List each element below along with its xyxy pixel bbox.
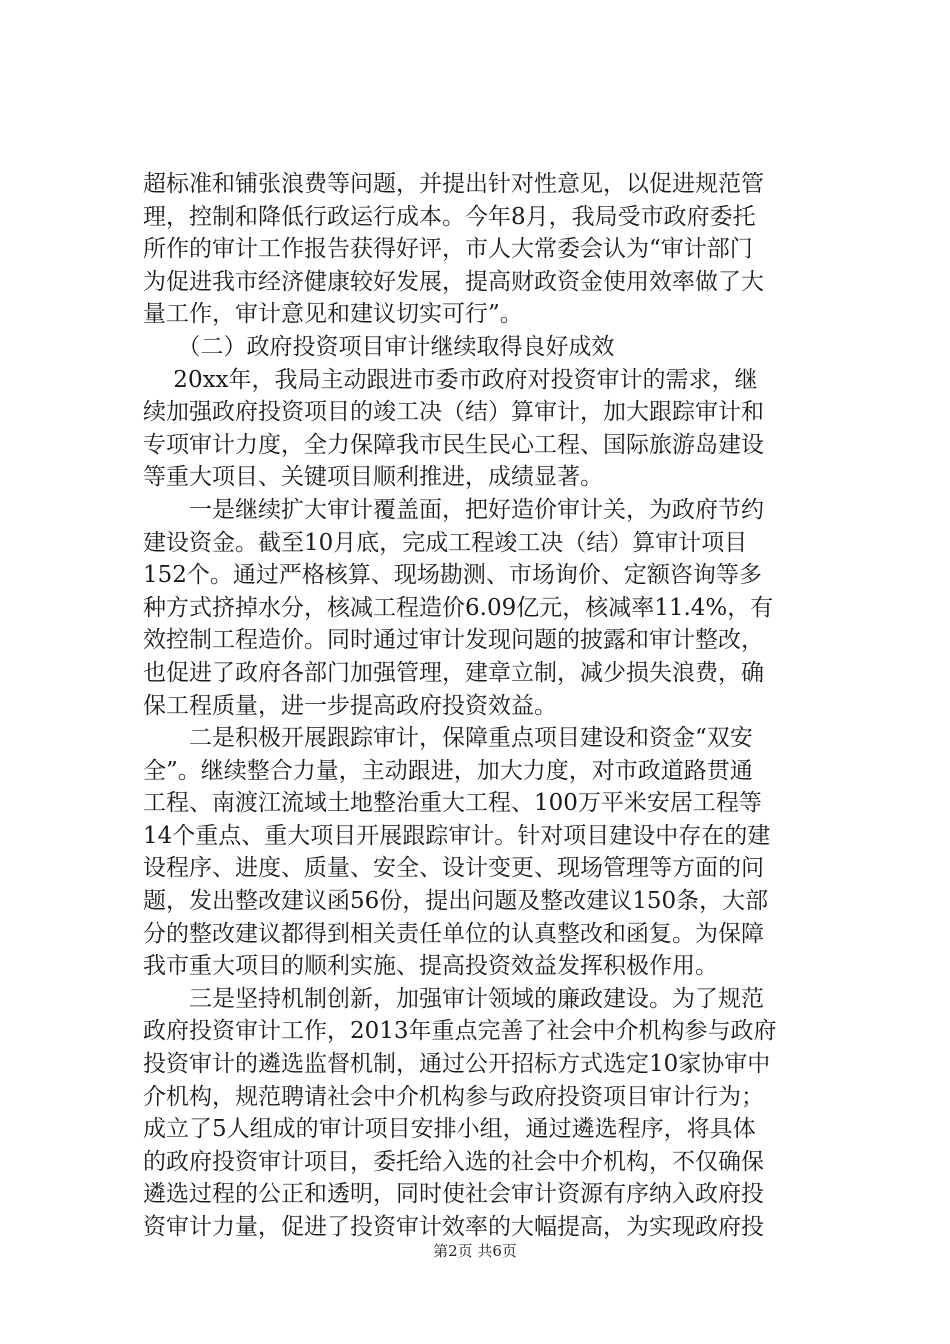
text-line: 所作的审计工作报告获得好评，市人大常委会认为“审计部门 [143,236,753,263]
text-line: 分的整改建议都得到相关责任单位的认真整改和函复。为保障 [143,920,764,947]
text-line: 三是坚持机制创新，加强审计领域的廉政建设。为了规范 [143,985,764,1012]
page-footer: 第2页 共6页 [433,1242,517,1260]
text-line: 二是积极开展跟踪审计，保障重点项目建设和资金“双安 [143,725,753,752]
body-text [143,168,833,1244]
text-line: 资审计力量，促进了投资审计效率的大幅提高，为实现政府投 [143,1214,764,1240]
text-line: 等重大项目、关键项目顺利推进，成绩显著。 [143,464,603,491]
text-line: 也促进了政府各部门加强管理，建章立制，减少损失浪费，确 [143,659,764,686]
text-line: 设程序、进度、质量、安全、设计变更、现场管理等方面的问 [143,855,764,882]
text-line: 量工作，审计意见和建议切实可行”。 [143,301,523,328]
text-line: 效控制工程造价。同时通过审计发现问题的披露和审计整改， [143,627,764,654]
text-line: 续加强政府投资项目的竣工决（结）算审计，加大跟踪审计和 [143,399,764,426]
text-line: 专项审计力度，全力保障我市民生民心工程、国际旅游岛建设 [143,431,764,458]
text-line: 题，发出整改建议函56份，提出问题及整改建议150条，大部 [143,888,769,915]
text-line: 成立了5人组成的审计项目安排小组，通过遴选程序，将具体 [143,1116,756,1143]
text-line: 政府投资审计工作，2013年重点完善了社会中介机构参与政府 [143,1018,777,1045]
text-line: 种方式挤掉水分，核减工程造价6.09亿元，核减率11.4%，有 [143,594,774,621]
text-line: 的政府投资审计项目，委托给入选的社会中介机构，不仅确保 [143,1148,764,1175]
text-line: 全”。继续整合力量，主动跟进，加大力度，对市政道路贯通 [143,757,753,784]
text-line: 一是继续扩大审计覆盖面，把好造价审计关，为政府节约 [143,496,764,523]
text-line: 理，控制和降低行政运行成本。今年8月，我局受市政府委托 [143,203,756,230]
text-line: 保工程质量，进一步提高政府投资效益。 [143,692,557,719]
text-line: 14个重点、重大项目开展跟踪审计。针对项目建设中存在的建 [143,822,771,849]
text-line: 遴选过程的公正和透明，同时使社会审计资源有序纳入政府投 [143,1181,764,1208]
text-line: 我市重大项目的顺利实施、提高投资效益发挥积极作用。 [143,953,718,980]
text-line: 为促进我市经济健康较好发展，提高财政资金使用效率做了大 [143,268,764,295]
text-line: 超标准和铺张浪费等问题，并提出针对性意见，以促进规范管 [143,171,764,197]
text-line: 152个。通过严格核算、现场勘测、市场询价、定额咨询等多 [143,562,762,589]
text-line: 介机构，规范聘请社会中介机构参与政府投资项目审计行为； [143,1083,764,1110]
text-line: 投资审计的遴选监督机制，通过公开招标方式选定10家协审中 [143,1051,771,1078]
text-line: 工程、南渡江流域土地整治重大工程、100万平米安居工程等 [143,790,762,817]
text-line: 建设资金。截至10月底，完成工程竣工决（结）算审计项目 [143,529,748,556]
text-line: 20xx年，我局主动跟进市委市政府对投资审计的需求，继 [143,366,758,393]
text-line: （二）政府投资项目审计继续取得良好成效 [143,333,615,360]
